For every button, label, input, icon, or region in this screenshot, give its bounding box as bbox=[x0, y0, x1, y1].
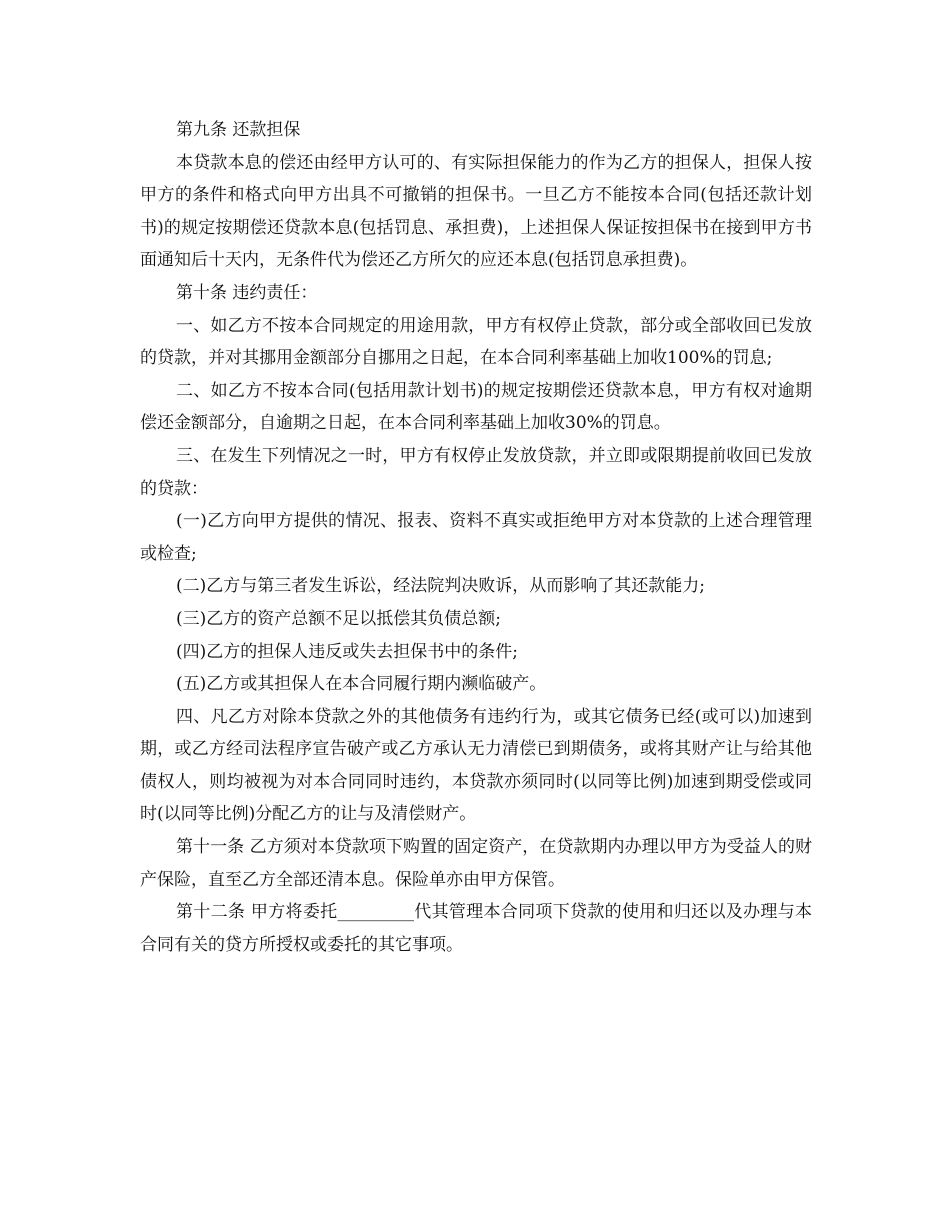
clause-3-item-5: (五)乙方或其担保人在本合同履行期内濒临破产。 bbox=[176, 674, 547, 695]
article-10-clause-1: 一、如乙方不按本合同规定的用途用款，甲方有权停止贷款，部分或全部收回已发放的贷款，并对其挪用金额部分自挪用之日起，在本合同利率基础上加收100%的罚息; bbox=[140, 315, 812, 369]
article-10-heading: 第十条 违约责任： bbox=[176, 282, 318, 303]
article-10-clause-3: 三、在发生下列情况之一时，甲方有权停止发放贷款，并立即或限期提前收回已发放的贷款： bbox=[140, 445, 812, 499]
document-page bbox=[140, 114, 812, 961]
article-11: 第十一条 乙方须对本贷款项下购置的固定资产，在贷款期内办理以甲方为受益人的财产保险，直至乙方全部还清本息。保险单亦由甲方保管。 bbox=[140, 837, 812, 890]
article-9-body: 本贷款本息的偿还由经甲方认可的、有实际担保能力的作为乙方的担保人，担保人按甲方的条件和格式向甲方出具不可撤销的担保书。一旦乙方不能按本合同(包括还款计划书)的规定按期偿还贷款本息(包括罚息、承担费)，上述担保人保证按担保书在接到甲方书面通知后十天内，无条件代为偿还乙方所欠的应还本息(包括罚息承担费)。 bbox=[140, 152, 812, 271]
clause-3-item-1: (一)乙方向甲方提供的情况、报表、资料不真实或拒绝甲方对本贷款的上述合理管理或检查; bbox=[140, 511, 812, 564]
clause-3-item-4: (四)乙方的担保人违反或失去担保书中的条件; bbox=[176, 641, 518, 662]
article-10-clause-4: 四、凡乙方对除本贷款之外的其他债务有违约行为，或其它债务已经(或可以)加速到期，或乙方经司法程序宣告破产或乙方承认无力清偿已到期债务，或将其财产让与给其他债权人，则均被视为对本合同同时违约，本贷款亦须同时(以同等比例)加速到期受偿或同时(以同等比例)分配乙方的让与及清偿财产。 bbox=[140, 706, 812, 825]
clause-3-item-3: (三)乙方的资产总额不足以抵偿其负债总额; bbox=[176, 608, 501, 629]
clause-3-item-2: (二)乙方与第三者发生诉讼，经法院判决败诉，从而影响了其还款能力; bbox=[176, 576, 705, 597]
article-10-clause-2: 二、如乙方不按本合同(包括用款计划书)的规定按期偿还贷款本息，甲方有权对逾期偿还金额部分，自逾期之日起，在本合同利率基础上加收30%的罚息。 bbox=[140, 380, 812, 434]
article-12: 第十二条 甲方将委托_________代其管理本合同项下贷款的使用和归还以及办理与本合同有关的贷方所授权或委托的其它事项。 bbox=[140, 902, 812, 955]
article-9-heading: 第九条 还款担保 bbox=[176, 120, 301, 140]
